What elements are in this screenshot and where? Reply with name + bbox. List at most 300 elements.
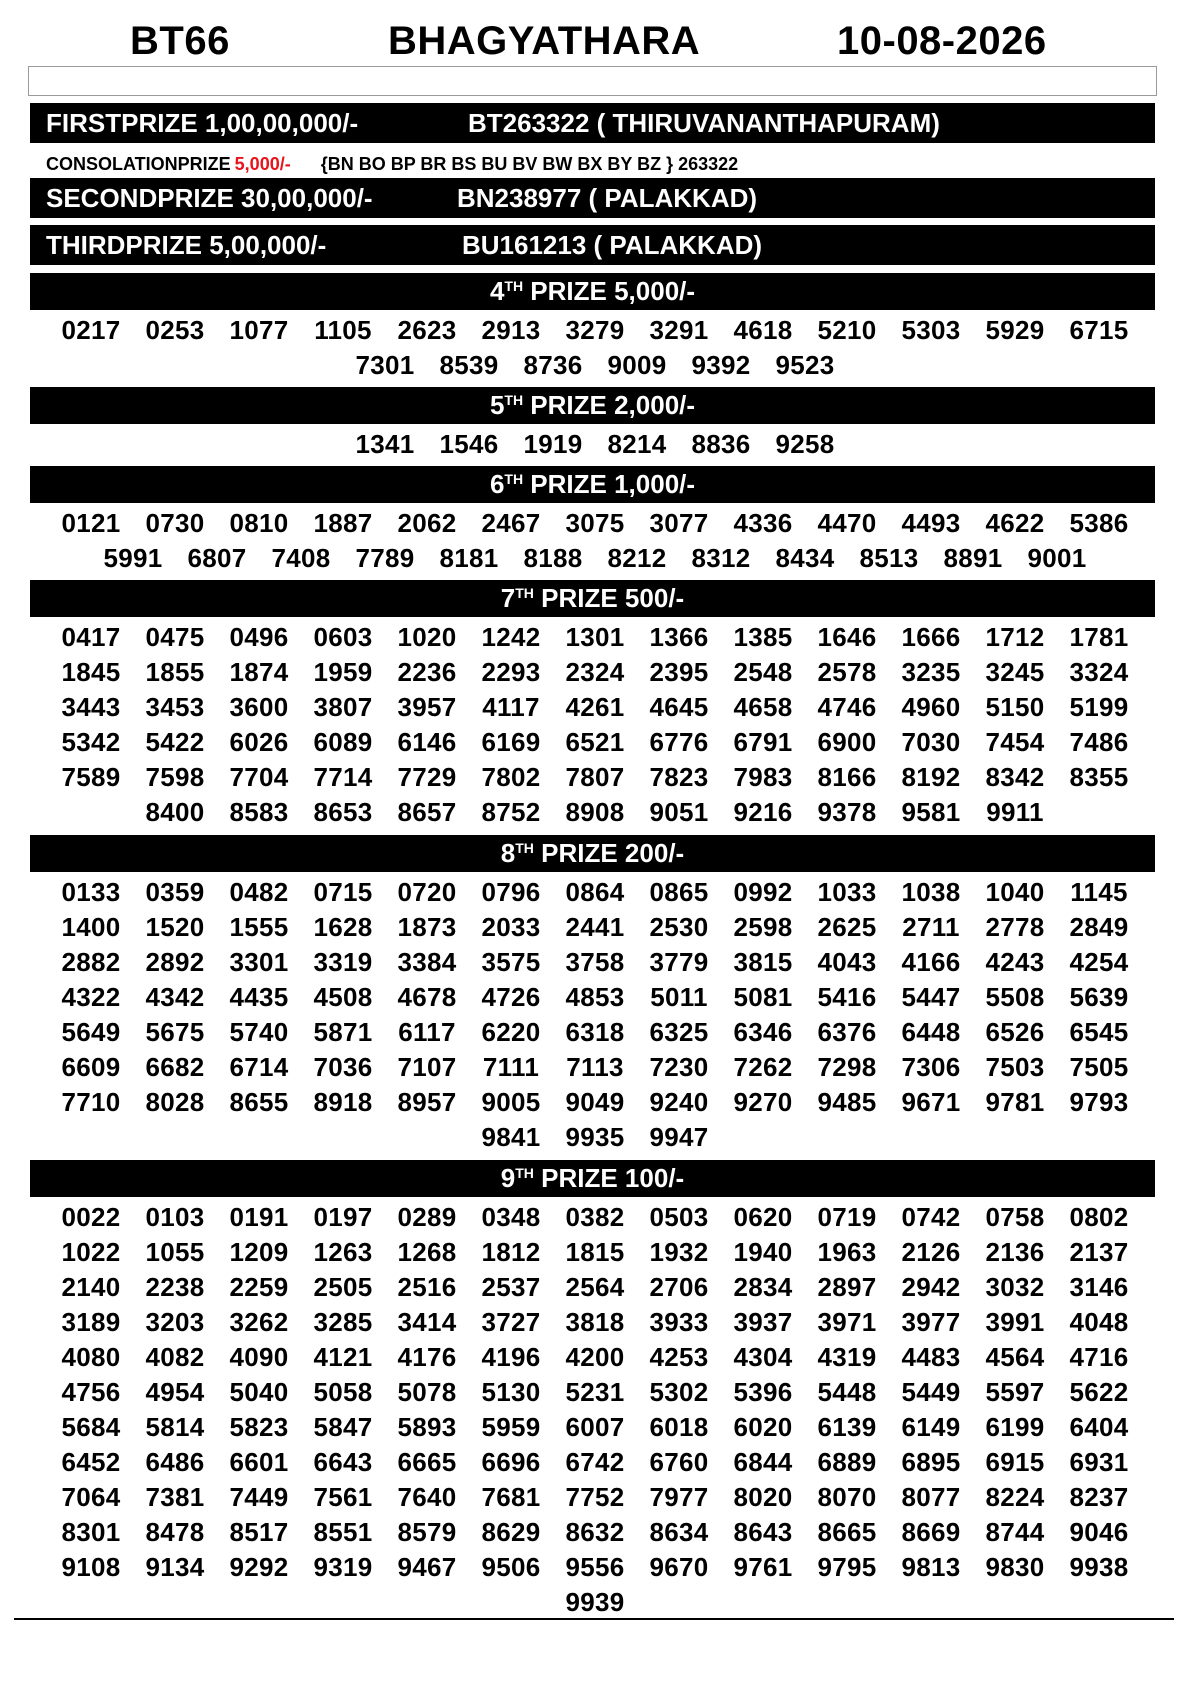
winning-number: 6915: [985, 1447, 1045, 1477]
winning-number: 0382: [565, 1202, 625, 1232]
winning-number: 1666: [901, 622, 961, 652]
winning-number: 4853: [565, 982, 625, 1012]
number-row: [0, 1270, 1190, 1305]
winning-number: 1628: [313, 912, 373, 942]
winning-number: 0359: [145, 877, 205, 907]
winning-number: 8077: [901, 1482, 961, 1512]
winning-number: 0496: [229, 622, 289, 652]
fifth-prize-bar: [30, 387, 1155, 424]
winning-number: 9134: [145, 1552, 205, 1582]
winning-number: 4622: [985, 508, 1045, 538]
winning-number: 6682: [145, 1052, 205, 1082]
blank-info-box: [28, 66, 1157, 96]
winning-number: 5823: [229, 1412, 289, 1442]
winning-number: 9467: [397, 1552, 457, 1582]
winning-number: 6545: [1069, 1017, 1129, 1047]
winning-number: 5210: [817, 315, 877, 345]
winning-number: 4176: [397, 1342, 457, 1372]
winning-number: 1887: [313, 508, 373, 538]
winning-number: 4960: [901, 692, 961, 722]
winning-number: 3758: [565, 947, 625, 977]
winning-number: 4508: [313, 982, 373, 1012]
winning-number: 4166: [901, 947, 961, 977]
eighth-prize-ordinal: 8: [500, 838, 516, 868]
winning-number: 5130: [481, 1377, 541, 1407]
winning-number: 8891: [943, 543, 1003, 573]
winning-number: 9761: [733, 1552, 793, 1582]
winning-number: 7823: [649, 762, 709, 792]
winning-number: 2913: [481, 315, 541, 345]
draw-date: 10-08-2026: [837, 19, 1047, 63]
winning-number: 2548: [733, 657, 793, 687]
winning-number: 2537: [481, 1272, 541, 1302]
winning-number: 6448: [901, 1017, 961, 1047]
winning-number: 2136: [985, 1237, 1045, 1267]
winning-number: 6139: [817, 1412, 877, 1442]
winning-number: 5081: [733, 982, 793, 1012]
winning-number: 2441: [565, 912, 625, 942]
winning-number: 2236: [397, 657, 457, 687]
winning-number: 8192: [901, 762, 961, 792]
winning-number: 0217: [61, 315, 121, 345]
winning-number: 8632: [565, 1517, 625, 1547]
winning-number: 1815: [565, 1237, 625, 1267]
winning-number: 4254: [1069, 947, 1129, 977]
winning-number: 8517: [229, 1517, 289, 1547]
winning-number: 2137: [1069, 1237, 1129, 1267]
winning-number: 1874: [229, 657, 289, 687]
winning-number: 6889: [817, 1447, 877, 1477]
winning-number: 7381: [145, 1482, 205, 1512]
winning-number: 9216: [733, 797, 793, 827]
winning-number: 3245: [985, 657, 1045, 687]
fourth-prize-label: PRIZE 5,000/-: [523, 276, 696, 306]
winning-number: 8188: [523, 543, 583, 573]
winning-number: 3235: [901, 657, 961, 687]
winning-number: 3443: [61, 692, 121, 722]
winning-number: 3957: [397, 692, 457, 722]
winning-number: 5622: [1069, 1377, 1129, 1407]
winning-number: 5011: [650, 982, 708, 1012]
number-row: [0, 875, 1190, 910]
winning-number: 5447: [901, 982, 961, 1012]
winning-number: 8583: [229, 797, 289, 827]
ninth-prize-numbers: [0, 1200, 1190, 1620]
winning-number: 4243: [985, 947, 1045, 977]
winning-number: 5508: [985, 982, 1045, 1012]
number-row: [0, 690, 1190, 725]
winning-number: 3075: [565, 508, 625, 538]
winning-number: 6089: [313, 727, 373, 757]
winning-number: 7030: [901, 727, 961, 757]
winning-number: 3203: [145, 1307, 205, 1337]
winning-number: 0810: [229, 508, 289, 538]
winning-number: 9258: [775, 429, 835, 459]
winning-number: 8744: [985, 1517, 1045, 1547]
winning-number: 1341: [355, 429, 415, 459]
winning-number: 2834: [733, 1272, 793, 1302]
winning-number: 6742: [565, 1447, 625, 1477]
winning-number: 9781: [985, 1087, 1045, 1117]
winning-number: 2140: [61, 1272, 121, 1302]
winning-number: 7983: [733, 762, 793, 792]
winning-number: 5893: [397, 1412, 457, 1442]
number-row: [0, 1015, 1190, 1050]
winning-number: 5150: [985, 692, 1045, 722]
winning-number: 9671: [901, 1087, 961, 1117]
winning-number: 9108: [61, 1552, 121, 1582]
winning-number: 1400: [61, 912, 121, 942]
winning-number: 8579: [397, 1517, 457, 1547]
winning-number: 0603: [313, 622, 373, 652]
winning-number: 5991: [103, 543, 163, 573]
number-row: [0, 725, 1190, 760]
winning-number: 8629: [481, 1517, 541, 1547]
second-prize-label: SECONDPRIZE 30,00,000/-: [46, 183, 373, 213]
winning-number: 3727: [481, 1307, 541, 1337]
winning-number: 7306: [901, 1052, 961, 1082]
winning-number: 2530: [649, 912, 709, 942]
winning-number: 3384: [397, 947, 457, 977]
winning-number: 6018: [649, 1412, 709, 1442]
winning-number: 5386: [1069, 508, 1129, 538]
winning-number: 8643: [733, 1517, 793, 1547]
sixth-prize-ordinal: 6: [489, 469, 505, 499]
winning-number: 6665: [397, 1447, 457, 1477]
seventh-prize-suffix: TH: [515, 585, 534, 601]
winning-number: 6199: [985, 1412, 1045, 1442]
number-row: [0, 910, 1190, 945]
winning-number: 2062: [397, 508, 457, 538]
winning-number: 1242: [481, 622, 541, 652]
winning-number: 0133: [61, 877, 121, 907]
seventh-prize-ordinal: 7: [500, 583, 516, 613]
winning-number: 7486: [1069, 727, 1129, 757]
winning-number: 1555: [229, 912, 289, 942]
number-row: [0, 1200, 1190, 1235]
winning-number: 0742: [901, 1202, 961, 1232]
winning-number: 1940: [733, 1237, 793, 1267]
winning-number: 2578: [817, 657, 877, 687]
winning-number: 8342: [985, 762, 1045, 792]
number-row: [0, 1515, 1190, 1550]
winning-number: 1919: [523, 429, 583, 459]
winning-number: 6609: [61, 1052, 121, 1082]
winning-number: 4090: [229, 1342, 289, 1372]
winning-number: 3032: [985, 1272, 1045, 1302]
winning-number: 1963: [817, 1237, 877, 1267]
winning-number: 0992: [733, 877, 793, 907]
winning-number: 4716: [1069, 1342, 1129, 1372]
winning-number: 4726: [481, 982, 541, 1012]
winning-number: 3291: [649, 315, 709, 345]
winning-number: 6117: [398, 1017, 456, 1047]
winning-number: 7729: [397, 762, 457, 792]
number-row: [0, 427, 1190, 462]
sixth-prize-numbers: [0, 506, 1190, 576]
winning-number: 0103: [145, 1202, 205, 1232]
winning-number: 8301: [61, 1517, 121, 1547]
winning-number: 0482: [229, 877, 289, 907]
number-row: [0, 1305, 1190, 1340]
winning-number: 0715: [313, 877, 373, 907]
winning-number: 4319: [817, 1342, 877, 1372]
winning-number: 2897: [817, 1272, 877, 1302]
winning-number: 0719: [817, 1202, 877, 1232]
winning-number: 5396: [733, 1377, 793, 1407]
winning-number: 1033: [817, 877, 877, 907]
winning-number: 0796: [481, 877, 541, 907]
winning-number: 3933: [649, 1307, 709, 1337]
winning-number: 2033: [481, 912, 541, 942]
winning-number: 1932: [649, 1237, 709, 1267]
winning-number: 8665: [817, 1517, 877, 1547]
winning-number: 8214: [607, 429, 667, 459]
number-row: [0, 506, 1190, 541]
fifth-prize-numbers: [0, 427, 1190, 462]
winning-number: 9046: [1069, 1517, 1129, 1547]
winning-number: 1812: [481, 1237, 541, 1267]
winning-number: 6895: [901, 1447, 961, 1477]
winning-number: 0348: [481, 1202, 541, 1232]
number-row: [0, 1585, 1190, 1620]
consolation-label: CONSOLATIONPRIZE: [46, 154, 231, 174]
winning-number: 4954: [145, 1377, 205, 1407]
winning-number: 8166: [817, 762, 877, 792]
winning-number: 6521: [565, 727, 625, 757]
winning-number: 7598: [145, 762, 205, 792]
winning-number: 6146: [397, 727, 457, 757]
winning-number: 6486: [145, 1447, 205, 1477]
number-row: [0, 620, 1190, 655]
winning-number: 8918: [313, 1087, 373, 1117]
winning-number: 6149: [901, 1412, 961, 1442]
number-row: [0, 760, 1190, 795]
number-row: [0, 795, 1190, 830]
winning-number: 3146: [1069, 1272, 1129, 1302]
winning-number: 8634: [649, 1517, 709, 1547]
winning-number: 7107: [397, 1052, 457, 1082]
winning-number: 0758: [985, 1202, 1045, 1232]
winning-number: 8957: [397, 1087, 457, 1117]
winning-number: 5078: [397, 1377, 457, 1407]
winning-number: 5847: [313, 1412, 373, 1442]
winning-number: 3991: [985, 1307, 1045, 1337]
winning-number: 8400: [145, 797, 205, 827]
winning-number: 7503: [985, 1052, 1045, 1082]
winning-number: 8513: [859, 543, 919, 573]
winning-number: 1712: [985, 622, 1045, 652]
winning-number: 0191: [229, 1202, 289, 1232]
winning-number: 8355: [1069, 762, 1129, 792]
winning-number: 1546: [439, 429, 499, 459]
winning-number: 2625: [817, 912, 877, 942]
winning-number: 1385: [733, 622, 793, 652]
winning-number: 8655: [229, 1087, 289, 1117]
winning-number: 1105: [314, 315, 372, 345]
winning-number: 6452: [61, 1447, 121, 1477]
winning-number: 6760: [649, 1447, 709, 1477]
winning-number: 2711: [902, 912, 960, 942]
winning-number: 0864: [565, 877, 625, 907]
winning-number: 5416: [817, 982, 877, 1012]
winning-number: 0121: [61, 508, 121, 538]
winning-number: 9939: [565, 1587, 625, 1617]
winning-number: 9911: [986, 797, 1044, 827]
winning-number: 2126: [901, 1237, 961, 1267]
draw-code: BT66: [130, 19, 230, 63]
third-prize-label: THIRDPRIZE 5,00,000/-: [46, 230, 327, 260]
winning-number: 7640: [397, 1482, 457, 1512]
second-prize-bar: [30, 178, 1155, 218]
winning-number: 0802: [1069, 1202, 1129, 1232]
seventh-prize-label: PRIZE 500/-: [533, 583, 685, 613]
winning-number: 4756: [61, 1377, 121, 1407]
winning-number: 4121: [313, 1342, 373, 1372]
winning-number: 4435: [229, 982, 289, 1012]
sixth-prize-label: PRIZE 1,000/-: [523, 469, 696, 499]
winning-number: 1263: [313, 1237, 373, 1267]
winning-number: 8551: [313, 1517, 373, 1547]
fifth-prize-suffix: TH: [504, 392, 524, 408]
winning-number: 8181: [439, 543, 499, 573]
winning-number: 2778: [985, 912, 1045, 942]
number-row: [0, 1235, 1190, 1270]
winning-number: 3279: [565, 315, 625, 345]
fourth-prize-ordinal: 4: [489, 276, 505, 306]
winning-number: 9392: [691, 350, 751, 380]
winning-number: 3818: [565, 1307, 625, 1337]
winning-number: 5302: [649, 1377, 709, 1407]
fourth-prize-numbers: [0, 313, 1190, 383]
winning-number: 0720: [397, 877, 457, 907]
winning-number: 8908: [565, 797, 625, 827]
winning-number: 9319: [313, 1552, 373, 1582]
winning-number: 5303: [901, 315, 961, 345]
winning-number: 7408: [271, 543, 331, 573]
winning-number: 5684: [61, 1412, 121, 1442]
winning-number: 9938: [1069, 1552, 1129, 1582]
winning-number: 9270: [733, 1087, 793, 1117]
winning-number: 6220: [481, 1017, 541, 1047]
consolation-prize: [46, 152, 738, 176]
winning-number: 6169: [481, 727, 541, 757]
winning-number: 0417: [61, 622, 121, 652]
consolation-series: {BN BO BP BR BS BU BV BW BX BY BZ } 263322: [320, 154, 739, 174]
winning-number: 0197: [313, 1202, 373, 1232]
winning-number: 5342: [61, 727, 121, 757]
winning-number: 3971: [817, 1307, 877, 1337]
winning-number: 9813: [901, 1552, 961, 1582]
winning-number: 5422: [145, 727, 205, 757]
winning-number: 3815: [733, 947, 793, 977]
ninth-prize-ordinal: 9: [500, 1163, 516, 1193]
number-row: [0, 1085, 1190, 1120]
third-prize-winner: BU161213 ( PALAKKAD): [462, 230, 763, 260]
number-row: [0, 980, 1190, 1015]
winning-number: 6931: [1069, 1447, 1129, 1477]
winning-number: 0865: [649, 877, 709, 907]
winning-number: 0503: [649, 1202, 709, 1232]
winning-number: 9795: [817, 1552, 877, 1582]
winning-number: 5058: [313, 1377, 373, 1407]
winning-number: 8434: [775, 543, 835, 573]
winning-number: 1077: [229, 315, 289, 345]
winning-number: 6900: [817, 727, 877, 757]
winning-number: 1145: [1070, 877, 1128, 907]
winning-number: 8653: [313, 797, 373, 827]
winning-number: 6376: [817, 1017, 877, 1047]
second-prize-winner: BN238977 ( PALAKKAD): [457, 183, 758, 213]
winning-number: 1845: [61, 657, 121, 687]
winning-number: 1366: [649, 622, 709, 652]
number-row: [0, 1375, 1190, 1410]
winning-number: 5199: [1069, 692, 1129, 722]
winning-number: 4080: [61, 1342, 121, 1372]
winning-number: 4678: [397, 982, 457, 1012]
winning-number: 0022: [61, 1202, 121, 1232]
winning-number: 5675: [145, 1017, 205, 1047]
winning-number: 9830: [985, 1552, 1045, 1582]
winning-number: 9670: [649, 1552, 709, 1582]
winning-number: 8752: [481, 797, 541, 827]
winning-number: 2882: [61, 947, 121, 977]
winning-number: 1038: [901, 877, 961, 907]
fourth-prize-suffix: TH: [504, 278, 524, 294]
winning-number: 4658: [733, 692, 793, 722]
winning-number: 7752: [565, 1482, 625, 1512]
winning-number: 8224: [985, 1482, 1045, 1512]
winning-number: 0253: [145, 315, 205, 345]
winning-number: 7454: [985, 727, 1045, 757]
winning-number: 8212: [607, 543, 667, 573]
winning-number: 4564: [985, 1342, 1045, 1372]
winning-number: 6325: [649, 1017, 709, 1047]
winning-number: 7111: [482, 1052, 540, 1082]
winning-number: 7298: [817, 1052, 877, 1082]
sixth-prize-bar: [30, 466, 1155, 503]
winning-number: 8070: [817, 1482, 877, 1512]
winning-number: 5231: [565, 1377, 625, 1407]
winning-number: 5040: [229, 1377, 289, 1407]
bottom-rule: [14, 1618, 1174, 1620]
winning-number: 7449: [229, 1482, 289, 1512]
winning-number: 8020: [733, 1482, 793, 1512]
winning-number: 4253: [649, 1342, 709, 1372]
winning-number: 1520: [145, 912, 205, 942]
winning-number: 7561: [313, 1482, 373, 1512]
winning-number: 7807: [565, 762, 625, 792]
ninth-prize-label: PRIZE 100/-: [533, 1163, 685, 1193]
winning-number: 9051: [649, 797, 709, 827]
winning-number: 6007: [565, 1412, 625, 1442]
winning-number: 6696: [481, 1447, 541, 1477]
eighth-prize-label: PRIZE 200/-: [533, 838, 685, 868]
winning-number: 1268: [397, 1237, 457, 1267]
number-row: [0, 945, 1190, 980]
winning-number: 4493: [901, 508, 961, 538]
number-row: [0, 1050, 1190, 1085]
winning-number: 1209: [229, 1237, 289, 1267]
winning-number: 9378: [817, 797, 877, 827]
winning-number: 5449: [901, 1377, 961, 1407]
number-row: [0, 1120, 1190, 1155]
winning-number: 5448: [817, 1377, 877, 1407]
winning-number: 8028: [145, 1087, 205, 1117]
winning-number: 5639: [1069, 982, 1129, 1012]
winning-number: 8669: [901, 1517, 961, 1547]
winning-number: 8736: [523, 350, 583, 380]
